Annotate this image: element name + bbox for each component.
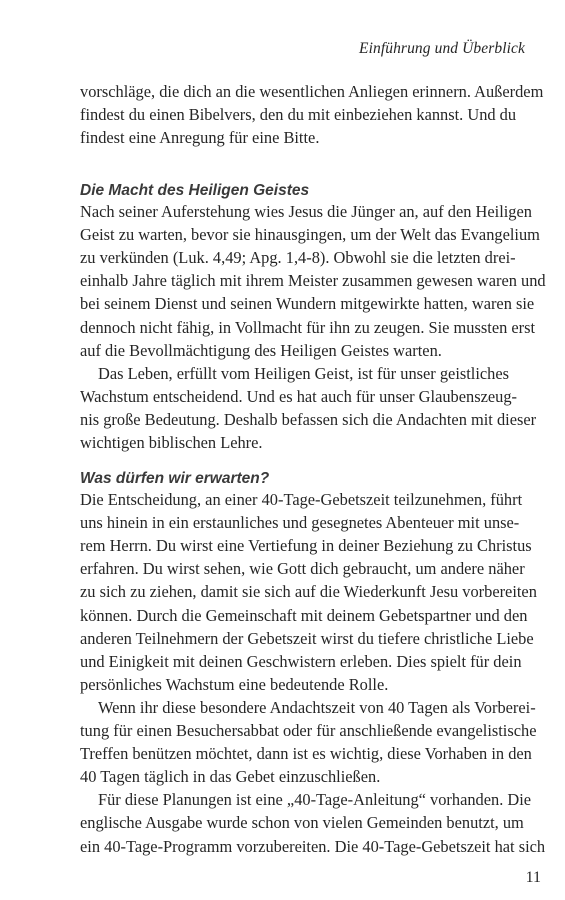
text-line: wichtigen biblischen Lehre. [80, 433, 263, 452]
text-line: uns hinein in ein erstaunliches und gesegnetes Abenteuer mit unse- [80, 513, 520, 533]
text-line: findest eine Anregung für eine Bitte. [80, 128, 320, 148]
text-line: erfahren. Du wirst sehen, wie Gott dich gebraucht, um andere näher [80, 559, 525, 579]
text-line: rem Herrn. Du wirst eine Vertiefung in deiner Beziehung zu Christus [80, 536, 532, 556]
text-line: Treffen benützen möchtet, dann ist es wichtig, diese Vorhaben in den [80, 744, 532, 764]
text-line: englische Ausgabe wurde schon von vielen Gemeinden benutzt, um [80, 813, 524, 833]
section-heading-macht: Die Macht des Heiligen Geistes [80, 182, 310, 199]
text-line: findest du einen Bibelvers, den du mit einbeziehen kannst. Und du [80, 105, 517, 125]
text-line: tung für einen Besuchersabbat oder für anschließende evangelistische [80, 721, 537, 740]
page-number: 11 [525, 869, 541, 886]
text-line: Das Leben, erfüllt vom Heiligen Geist, ist für unser geistliches [98, 363, 510, 383]
text-line: nis große Bedeutung. Deshalb befassen sich die Andachten mit dieser [80, 409, 537, 429]
text-line: dennoch nicht fähig, in Vollmacht für ihn zu zeugen. Sie mussten erst [80, 317, 536, 337]
text-line: Für diese Planungen ist eine „40-Tage-Anleitung“ vorhanden. Die [98, 790, 532, 810]
text-line: ein 40-Tage-Programm vorzubereiten. Die 40-Tage-Gebetszeit hat sich [80, 836, 546, 856]
text-line: bei seinem Dienst und seinen Wundern mitgewirkte hatten, waren sie [80, 294, 535, 314]
running-head: Einführung und Überblick [359, 40, 525, 57]
text-line: Wenn ihr diese besondere Andachtszeit von 40 Tagen als Vorberei- [98, 697, 536, 717]
text-line: Die Entscheidung, an einer 40-Tage-Gebetszeit teilzunehmen, führt [80, 490, 523, 509]
text-line: zu sich zu ziehen, damit sie sich auf die Wiederkunft Jesu vorbereiten [80, 582, 537, 602]
text-line: einhalb Jahre täglich mit ihrem Meister zusammen gewesen waren und [80, 271, 546, 291]
text-line: persönliches Wachstum eine bedeutende Rolle. [80, 674, 389, 694]
text-line: 40 Tagen täglich in das Gebet einzuschließen. [80, 767, 381, 787]
text-line: Wachstum entscheidend. Und es hat auch für unser Glaubenszeug- [80, 386, 517, 406]
text-line: zu verkünden (Luk. 4,49; Apg. 1,4-8). Obwohl sie die letzten drei- [80, 248, 516, 268]
text-line: anderen Teilnehmern der Gebetszeit wirst du tiefere christliche Liebe [80, 628, 534, 648]
text-line: vorschläge, die dich an die wesentlichen Anliegen erinnern. Außerdem [80, 82, 544, 101]
text-line: können. Durch die Gemeinschaft mit deinem Gebetspartner und den [80, 605, 528, 625]
section-heading-erwarten: Was dürfen wir erwarten? [80, 470, 270, 487]
text-line: auf die Bevollmächtigung des Heiligen Geistes warten. [80, 340, 442, 360]
text-line: Geist zu warten, bevor sie hinausgingen, um der Welt das Evangelium [80, 225, 540, 245]
text-line: und Einigkeit mit deinen Geschwistern erleben. Dies spielt für dein [80, 651, 522, 671]
text-line: Nach seiner Auferstehung wies Jesus die Jünger an, auf den Heiligen [80, 202, 532, 221]
